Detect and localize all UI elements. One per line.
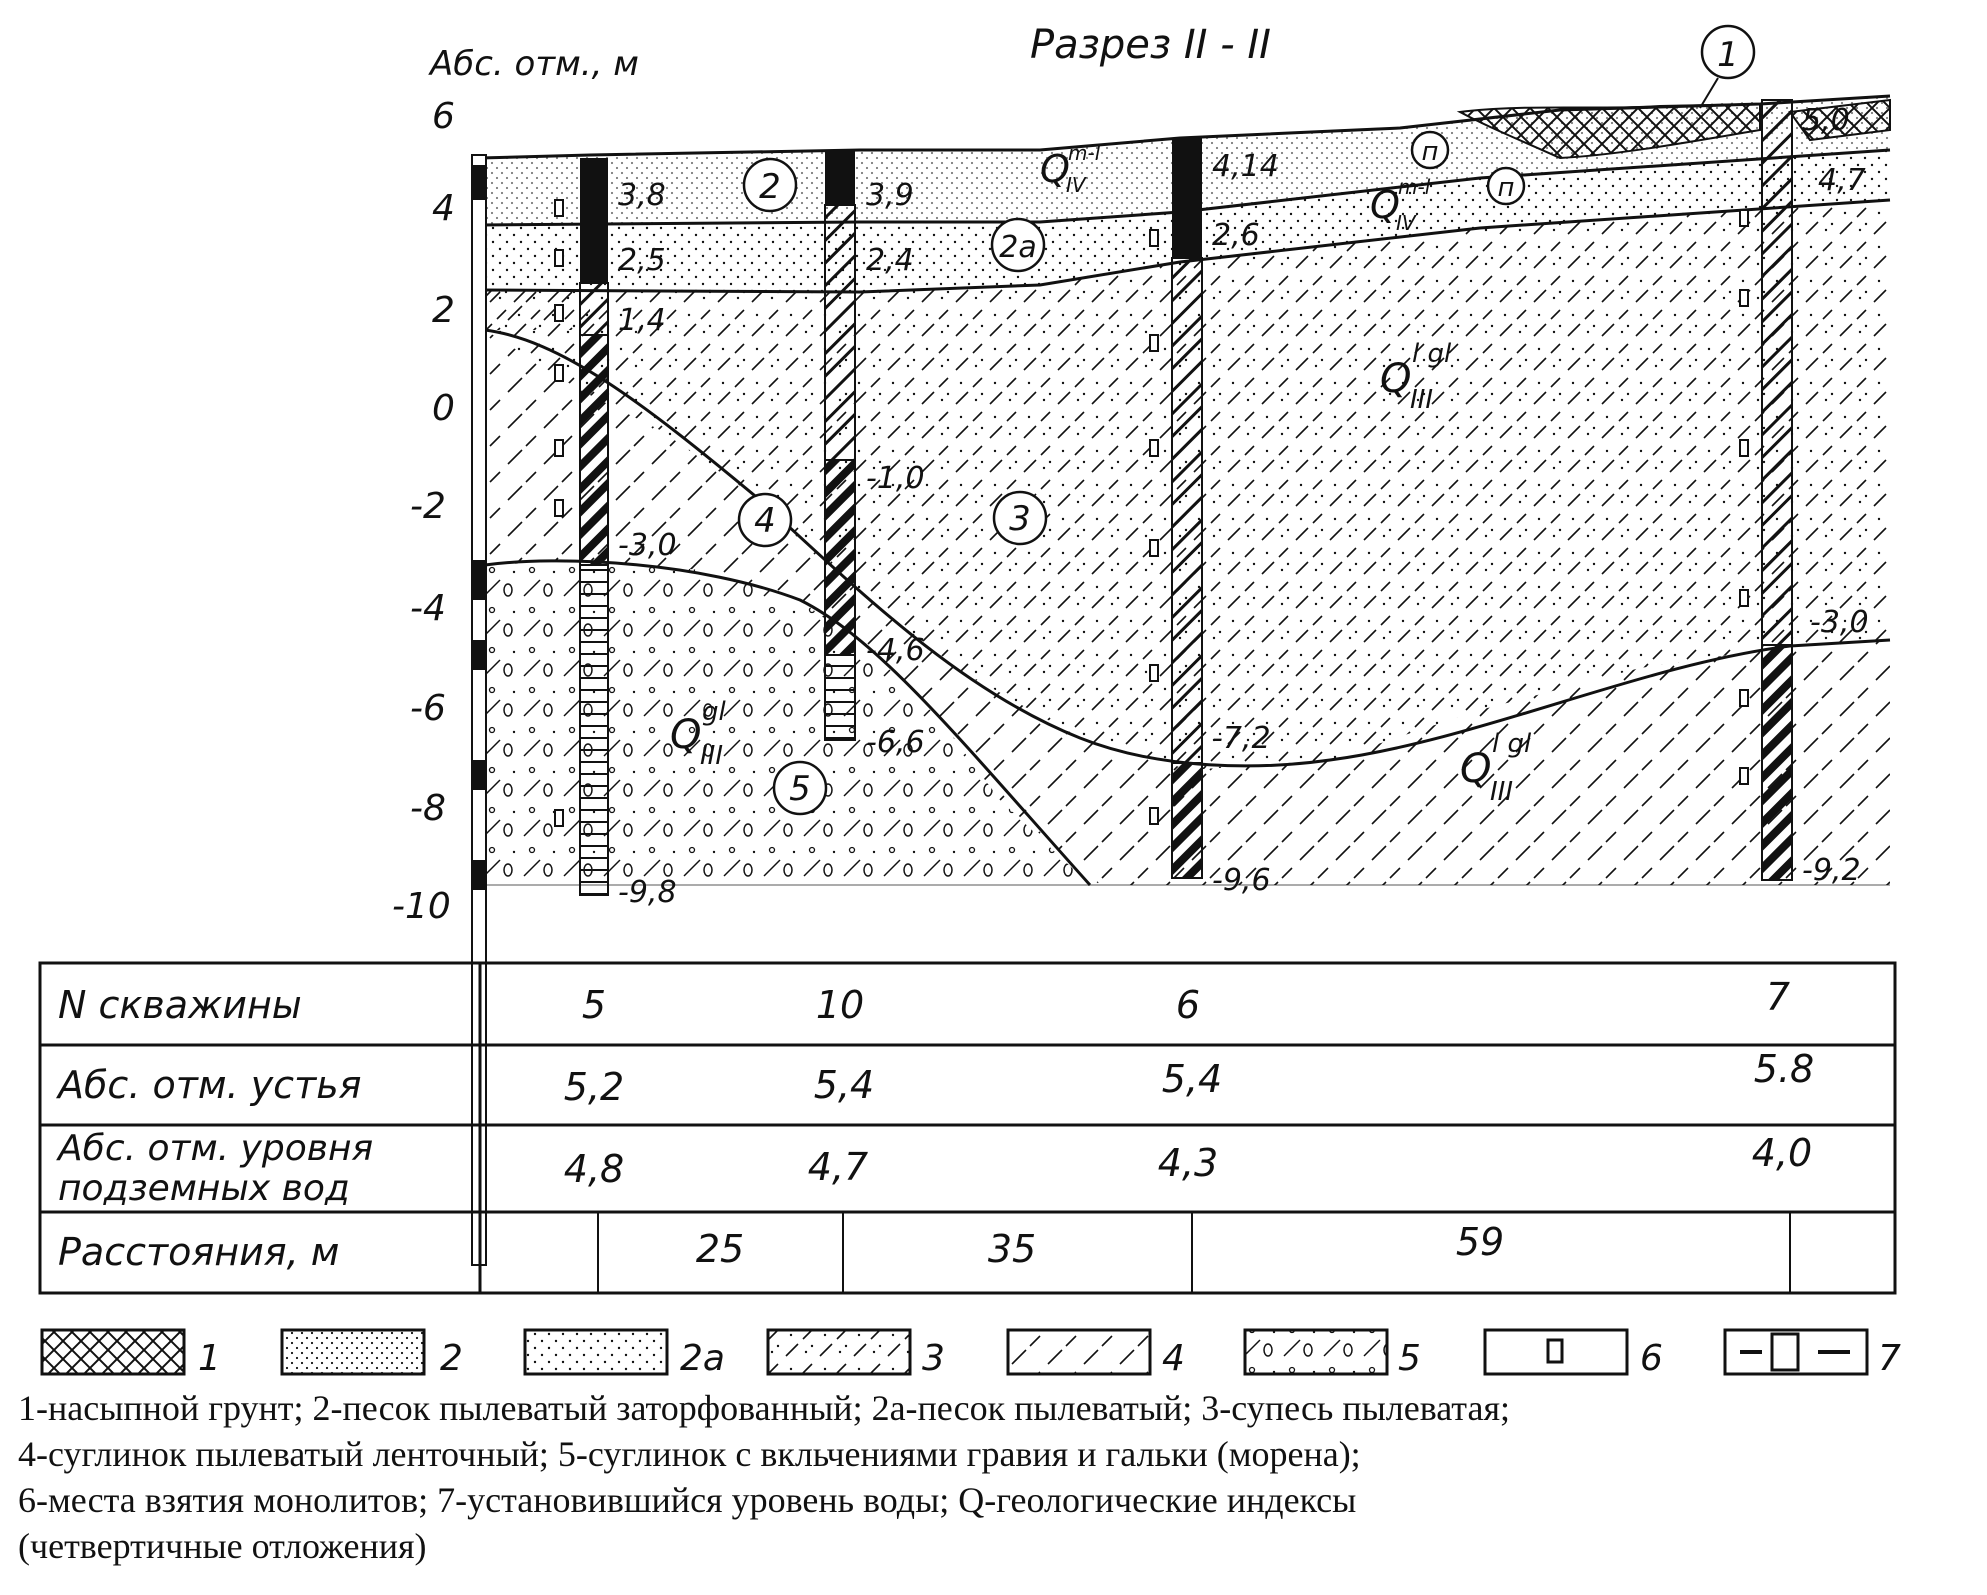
row-label-gw-2: подземных вод <box>58 1168 350 1209</box>
legend-item <box>42 1330 221 1379</box>
layer-marker <box>1488 168 1524 204</box>
legend <box>42 1330 1901 1379</box>
groundwater-value: 4,7 <box>807 1145 869 1189</box>
elev-b10-c: -4,6 <box>866 633 925 668</box>
legend-item <box>1725 1330 1901 1379</box>
y-axis-ticks <box>392 96 455 927</box>
geo-index-sub: IV <box>1396 211 1416 235</box>
y-axis-label: Абс. отм., м <box>430 44 639 84</box>
y-tick: -8 <box>410 788 446 829</box>
layer-marker-label: п <box>1421 137 1439 167</box>
layer-marker-label: 4 <box>754 501 776 541</box>
elev-b10-top: 3,9 <box>866 178 914 213</box>
elev-b7-b: -3,0 <box>1810 605 1869 640</box>
geo-index-base: Q <box>1040 147 1070 191</box>
layer-marker <box>994 492 1046 544</box>
elev-b6-bottom: -9,6 <box>1212 863 1271 898</box>
layer-4-loam-left <box>485 290 590 330</box>
fill-soil-callout <box>1700 26 1754 108</box>
caption-line: (четвертичные отложения) <box>18 1526 427 1566</box>
well-number: 10 <box>815 983 865 1027</box>
collar-value: 5,4 <box>1161 1057 1223 1101</box>
geo-index-base: Q <box>1380 356 1412 402</box>
geo-index-base: Q <box>1370 183 1400 227</box>
borehole-7 <box>1762 100 1792 880</box>
well-number: 5 <box>581 983 607 1027</box>
layer-marker-label: 2 <box>759 167 781 207</box>
y-tick: 4 <box>432 188 455 229</box>
elev-b7-bottom: -9,2 <box>1802 853 1861 888</box>
legend-item <box>282 1330 463 1379</box>
distance-value: 59 <box>1455 1220 1505 1264</box>
elev-b5-c: -3,0 <box>618 528 677 563</box>
geo-index-base: Q <box>670 712 702 758</box>
legend-key: 2 <box>440 1338 463 1379</box>
legend-item <box>1245 1330 1421 1379</box>
row-label-distance: Расстояния, м <box>58 1230 340 1274</box>
elev-b7-top: 5,0 <box>1802 103 1850 138</box>
geo-index-sup: m-l <box>1398 175 1431 199</box>
geo-index-sup: m-l <box>1068 141 1101 165</box>
elev-b5-b: 1,4 <box>618 303 666 338</box>
well-number: 6 <box>1175 983 1201 1027</box>
elev-b10-b: -1,0 <box>866 461 925 496</box>
legend-key: 2а <box>680 1338 725 1379</box>
well-number: 7 <box>1765 975 1791 1019</box>
elev-b5-bottom: -9,8 <box>618 875 677 910</box>
distance-value: 35 <box>987 1227 1037 1271</box>
distance-value: 25 <box>695 1227 745 1271</box>
elev-b6-b: -7,2 <box>1212 721 1271 756</box>
callout-label: 1 <box>1717 35 1739 75</box>
layer-marker-label: 3 <box>1009 499 1031 539</box>
y-tick: 6 <box>432 96 455 137</box>
section-title: Разрез II - II <box>1030 22 1271 68</box>
borehole-10 <box>825 150 855 740</box>
row-label-collar: Абс. отм. устья <box>58 1063 362 1107</box>
geo-index-sub: III <box>1490 777 1514 807</box>
layer-marker-label: 5 <box>789 769 811 809</box>
layer-marker <box>992 219 1044 271</box>
legend-key: 6 <box>1640 1338 1663 1379</box>
caption-line: 4-суглинок пылеватый ленточный; 5-суглинок с вкльчениями гравия и гальки (морена); <box>18 1434 1361 1474</box>
geo-index-sup: gl <box>702 697 726 727</box>
elev-b6-a: 2,6 <box>1212 218 1260 253</box>
y-tick: -6 <box>410 688 446 729</box>
geo-index-sub: III <box>700 741 724 771</box>
borehole-table <box>40 963 1895 1293</box>
groundwater-value: 4,0 <box>1751 1131 1813 1175</box>
legend-caption <box>18 1385 1968 1569</box>
layer-marker <box>1412 132 1448 168</box>
row-label-gw-1: Абс. отм. уровня <box>58 1128 374 1169</box>
geo-index-sup: l gl <box>1492 729 1532 759</box>
caption-line: 6-места взятия монолитов; 7-установившийся уровень воды; Q-геологические индексы <box>18 1480 1357 1520</box>
legend-item <box>768 1330 945 1379</box>
collar-value: 5,2 <box>563 1065 625 1109</box>
elev-b7-a: 4,7 <box>1818 163 1866 198</box>
legend-key: 7 <box>1878 1338 1901 1379</box>
y-tick: -4 <box>410 588 446 629</box>
geo-index-sub: III <box>1410 385 1434 415</box>
legend-key: 4 <box>1162 1338 1185 1379</box>
layer-marker <box>774 762 826 814</box>
layer-marker-label: 2а <box>999 230 1037 265</box>
legend-key: 3 <box>922 1338 945 1379</box>
groundwater-value: 4,3 <box>1157 1141 1219 1185</box>
legend-key: 1 <box>198 1338 221 1379</box>
collar-value: 5.8 <box>1753 1047 1815 1091</box>
geo-index-sup: l gl <box>1412 339 1452 369</box>
layer-marker <box>744 159 796 211</box>
elev-b5-top: 3,8 <box>618 178 666 213</box>
y-tick: 0 <box>432 388 455 429</box>
y-tick: 2 <box>432 290 455 331</box>
borehole-5 <box>580 158 608 895</box>
layer-marker <box>739 494 791 546</box>
caption-line: 1-насыпной грунт; 2-песок пылеватый заторфованный; 2а-песок пылеватый; 3-супесь пылеватая; <box>18 1388 1511 1428</box>
elev-b5-a: 2,5 <box>618 243 666 278</box>
layer-marker-label: п <box>1497 173 1515 203</box>
elev-b6-top: 4,14 <box>1212 149 1279 184</box>
row-label-well-no: N скважины <box>58 983 302 1027</box>
elev-b10-d: -6,6 <box>866 725 925 760</box>
groundwater-value: 4,8 <box>563 1147 625 1191</box>
collar-value: 5,4 <box>813 1063 875 1107</box>
legend-key: 5 <box>1398 1338 1421 1379</box>
borehole-6 <box>1172 138 1202 878</box>
geo-index-base: Q <box>1460 746 1492 792</box>
y-tick: -2 <box>410 486 446 527</box>
geo-index-sub: IV <box>1066 173 1086 197</box>
legend-item <box>1485 1330 1663 1379</box>
legend-item <box>1008 1330 1185 1379</box>
y-tick: -10 <box>392 886 451 927</box>
elev-b10-a: 2,4 <box>866 243 914 278</box>
legend-item <box>525 1330 725 1379</box>
